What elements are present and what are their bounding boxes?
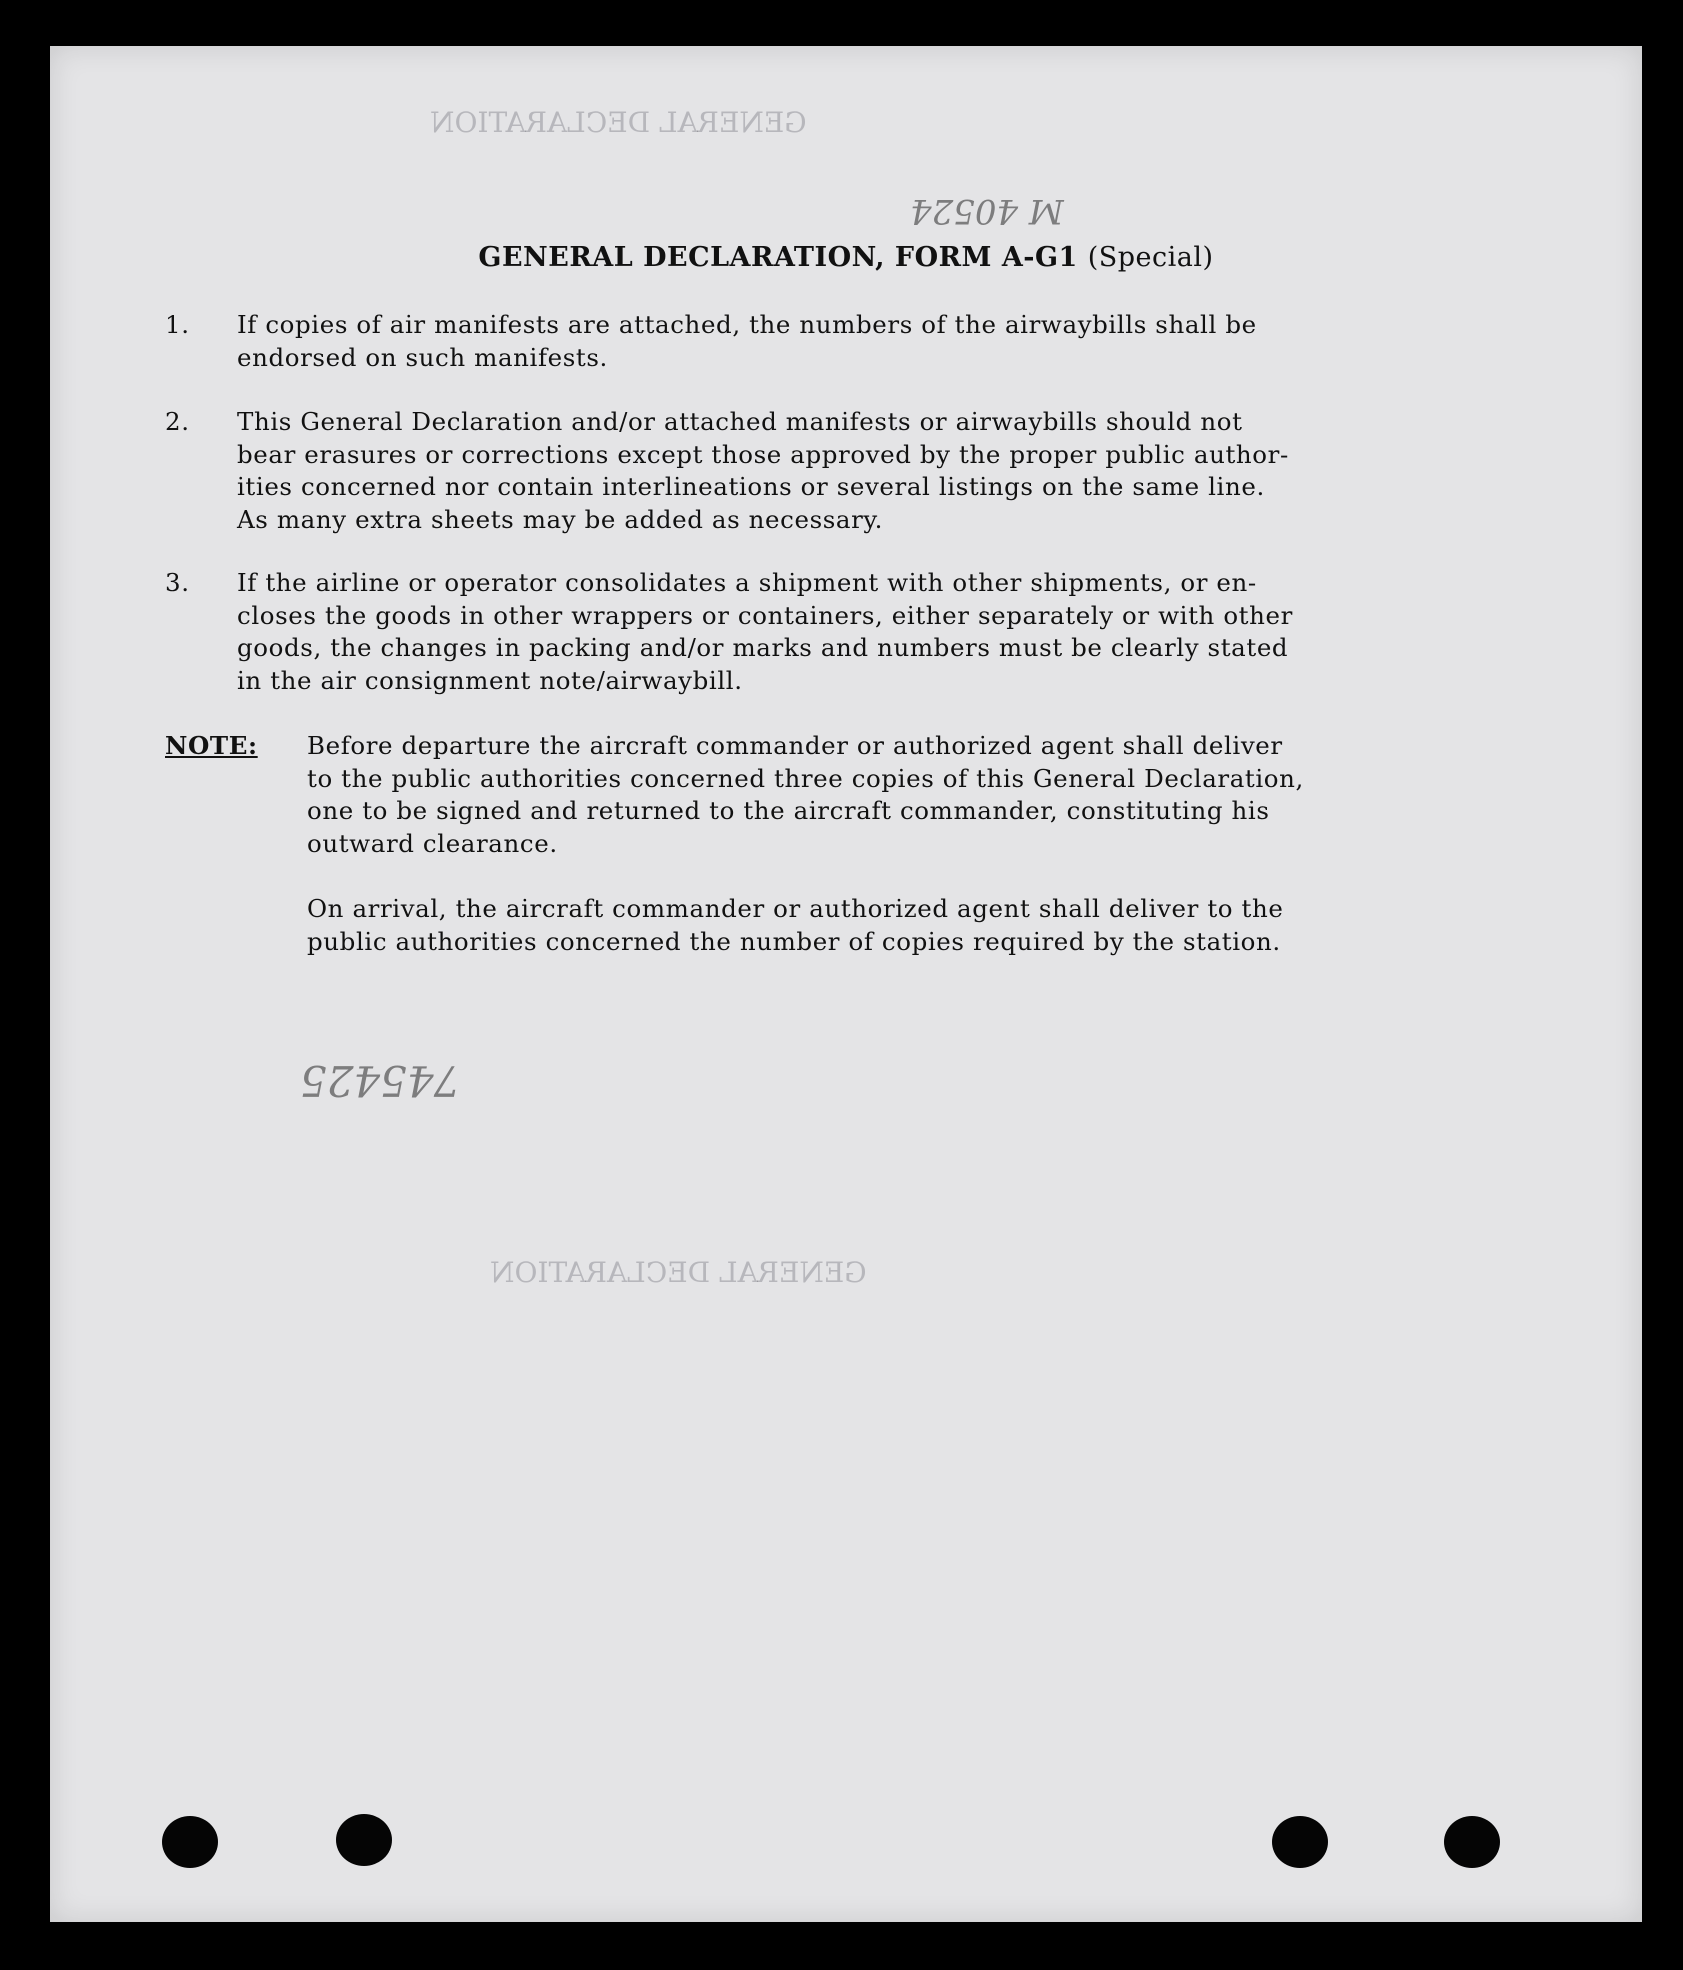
note-line: one to be signed and returned to the aircraft commander, constituting his bbox=[307, 796, 1270, 825]
item-line: endorsed on such manifests. bbox=[237, 342, 608, 372]
note-line: public authorities concerned the number of copies required by the station. bbox=[307, 926, 1281, 956]
item-line: This General Declaration and/or attached manifests or airwaybills should not bbox=[237, 407, 1243, 436]
item-line: ities concerned nor contain interlineations or several listings on the same line. bbox=[237, 472, 1265, 501]
item-number: 3. bbox=[165, 568, 190, 597]
note-label: NOTE: bbox=[165, 731, 258, 760]
note-line: outward clearance. bbox=[307, 828, 558, 858]
note-line: to the public authorities concerned three copies of this General Declaration, bbox=[307, 763, 1304, 793]
item-line: in the air consignment note/airwaybill. bbox=[237, 665, 743, 695]
form-title-text: GENERAL DECLARATION, FORM A-G1 bbox=[478, 242, 1078, 273]
note-paragraph-1 bbox=[307, 730, 1547, 860]
document-page bbox=[50, 46, 1642, 1922]
punch-hole bbox=[336, 1814, 392, 1866]
note-paragraph-2 bbox=[307, 893, 1547, 958]
item-line: closes the goods in other wrappers or containers, either separately or with other bbox=[237, 600, 1293, 630]
item-line: As many extra sheets may be added as necessary. bbox=[237, 504, 884, 534]
form-title-suffix: (Special) bbox=[1087, 242, 1214, 273]
item-line: If copies of air manifests are attached, the numbers of the airwaybills shall be bbox=[237, 310, 1257, 339]
item-text bbox=[237, 567, 1547, 697]
punch-hole bbox=[162, 1816, 218, 1868]
item-line: bear erasures or corrections except those approved by the proper public author- bbox=[237, 439, 1289, 469]
handwritten-number-top: M 40524 bbox=[910, 191, 1064, 231]
handwritten-number-bottom: 745425 bbox=[300, 1056, 461, 1105]
item-text bbox=[237, 406, 1547, 536]
punch-hole bbox=[1272, 1816, 1328, 1868]
bleed-through-text: GENERAL DECLARATION bbox=[430, 106, 807, 139]
note-line: On arrival, the aircraft commander or authorized agent shall deliver to the bbox=[307, 894, 1284, 923]
form-title bbox=[50, 242, 1642, 273]
note-line: Before departure the aircraft commander or authorized agent shall deliver bbox=[307, 731, 1283, 760]
item-line: If the airline or operator consolidates a shipment with other shipments, or en- bbox=[237, 568, 1257, 597]
item-number: 2. bbox=[165, 407, 190, 436]
item-text bbox=[237, 309, 1547, 374]
bleed-through-text: GENERAL DECLARATION bbox=[490, 1256, 867, 1289]
item-line: goods, the changes in packing and/or marks and numbers must be clearly stated bbox=[237, 633, 1289, 662]
punch-hole bbox=[1444, 1816, 1500, 1868]
item-number: 1. bbox=[165, 310, 190, 339]
